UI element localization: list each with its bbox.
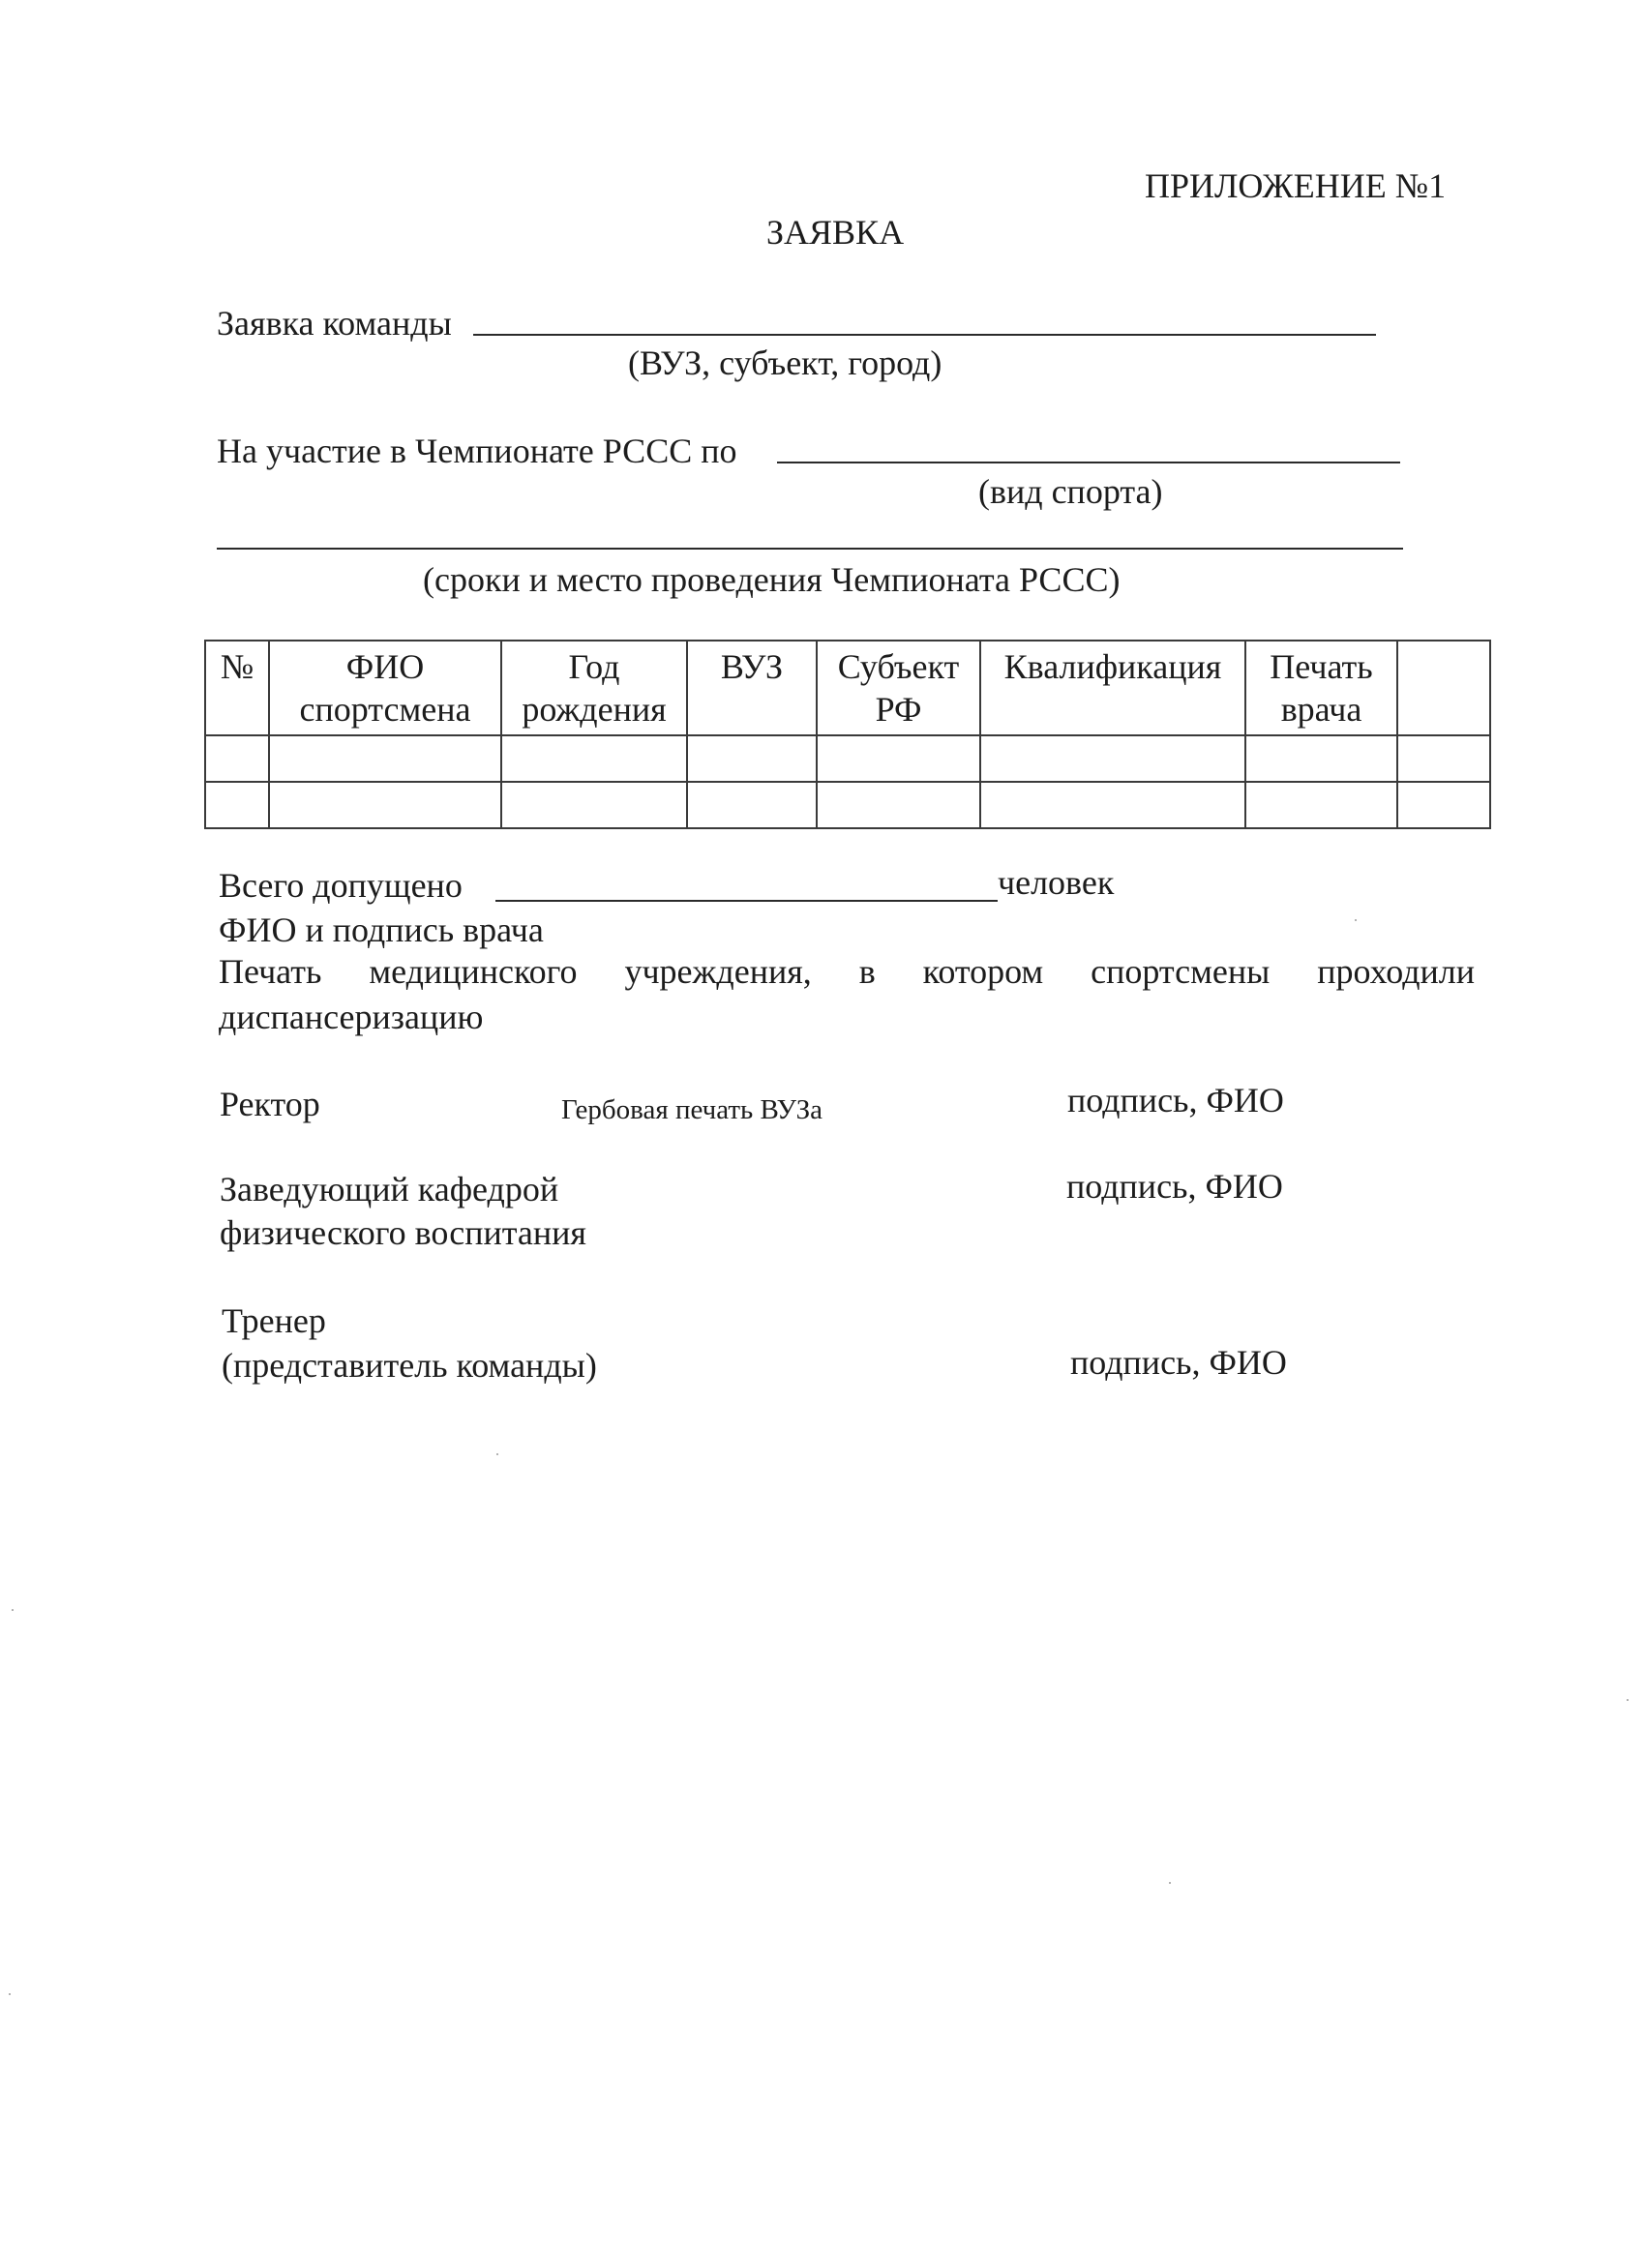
table-cell[interactable] — [501, 782, 687, 828]
appendix-number: ПРИЛОЖЕНИЕ №1 — [1145, 166, 1447, 205]
scan-speck — [1169, 1882, 1171, 1884]
table-cell[interactable] — [1245, 735, 1397, 782]
championship-label: На участие в Чемпионате РССС по — [217, 432, 737, 470]
table-cell[interactable] — [817, 735, 980, 782]
col-header-qualification: Квалификация — [980, 641, 1245, 735]
dates-input-line[interactable] — [217, 548, 1403, 550]
medical-stamp-label: Печать медицинского учреждения, в котором спортсмены проходили — [219, 952, 1475, 991]
coach-signature: подпись, ФИО — [1070, 1343, 1287, 1382]
col-header-university: ВУЗ — [687, 641, 817, 735]
col-header-athlete-name: ФИО спортсмена — [269, 641, 501, 735]
table-cell[interactable] — [980, 782, 1245, 828]
scan-speck — [496, 1453, 498, 1455]
department-head-label: Заведующий кафедрой — [220, 1170, 559, 1209]
scan-speck — [1355, 919, 1357, 921]
table-cell[interactable] — [1397, 735, 1490, 782]
scan-speck — [12, 1609, 14, 1611]
table-cell[interactable] — [501, 735, 687, 782]
university-seal-label: Гербовая печать ВУЗа — [561, 1094, 823, 1125]
rector-label: Ректор — [220, 1085, 320, 1123]
col-header-region: Субъект РФ — [817, 641, 980, 735]
col-header-number: № — [205, 641, 269, 735]
coach-label-cont: (представитель команды) — [222, 1346, 597, 1385]
doctor-signature-label: ФИО и подпись врача — [219, 910, 544, 949]
table-cell[interactable] — [205, 782, 269, 828]
scan-speck — [1627, 1699, 1629, 1701]
col-header-doctor-stamp: Печать врача — [1245, 641, 1397, 735]
team-label: Заявка команды — [217, 304, 452, 343]
table-cell[interactable] — [980, 735, 1245, 782]
table-cell[interactable] — [1245, 782, 1397, 828]
coach-label: Тренер — [222, 1301, 326, 1340]
sport-caption: (вид спорта) — [978, 472, 1163, 511]
dates-caption: (сроки и место проведения Чемпионата РССС) — [423, 560, 1121, 599]
table-row — [205, 735, 1490, 782]
total-admitted-label: Всего допущено — [219, 866, 463, 905]
table-cell[interactable] — [687, 782, 817, 828]
rector-signature: подпись, ФИО — [1067, 1081, 1284, 1119]
table-cell[interactable] — [269, 782, 501, 828]
athletes-table — [204, 640, 1491, 829]
table-header-row — [205, 641, 1490, 735]
medical-stamp-label-cont: диспансеризацию — [219, 998, 484, 1036]
total-admitted-line[interactable] — [495, 900, 998, 902]
document-title: ЗАЯВКА — [766, 213, 905, 252]
table-cell[interactable] — [687, 735, 817, 782]
team-input-line[interactable] — [473, 334, 1376, 336]
table-row — [205, 782, 1490, 828]
col-header-blank — [1397, 641, 1490, 735]
col-header-birth-year: Год рождения — [501, 641, 687, 735]
sport-input-line[interactable] — [777, 462, 1400, 463]
table-cell[interactable] — [1397, 782, 1490, 828]
department-head-signature: подпись, ФИО — [1066, 1167, 1283, 1206]
people-unit: человек — [998, 863, 1115, 902]
scan-speck — [9, 1993, 11, 1995]
team-caption: (ВУЗ, субъект, город) — [628, 343, 942, 382]
table-cell[interactable] — [817, 782, 980, 828]
department-head-label-cont: физического воспитания — [220, 1213, 586, 1252]
table-cell[interactable] — [205, 735, 269, 782]
table-cell[interactable] — [269, 735, 501, 782]
